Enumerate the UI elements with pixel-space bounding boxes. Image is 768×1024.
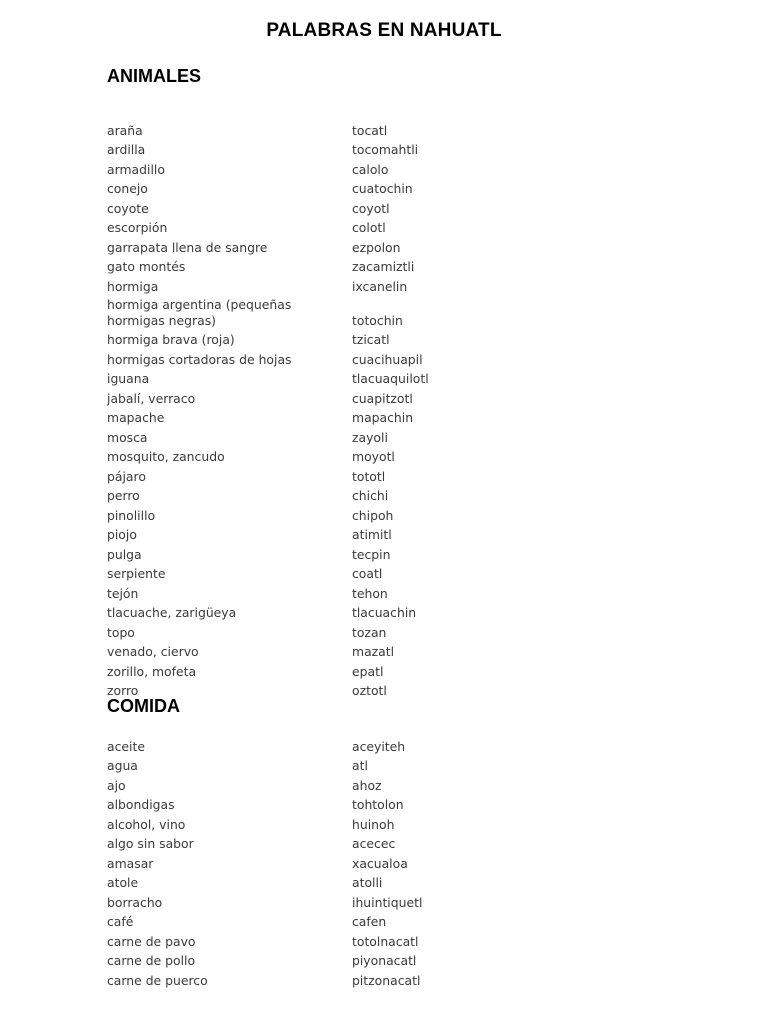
vocab-row bbox=[107, 737, 667, 757]
spanish-term: hormiga brava (roja) bbox=[107, 332, 235, 347]
spanish-term: pulga bbox=[107, 546, 142, 562]
vocabulary-list-comida bbox=[107, 737, 667, 991]
nahuatl-term: tocomahtli bbox=[352, 142, 419, 157]
nahuatl-term: huinoh bbox=[352, 816, 395, 832]
nahuatl-term: zacamiztli bbox=[352, 259, 415, 274]
spanish-term: hormiga argentina (pequeñas hormigas negras) bbox=[107, 296, 292, 328]
spanish-term: zorro bbox=[107, 683, 139, 698]
vocab-row bbox=[107, 565, 667, 585]
spanish-term: carne de pavo bbox=[107, 933, 196, 949]
nahuatl-term: atimitl bbox=[352, 527, 392, 542]
spanish-term: mapache bbox=[107, 410, 165, 425]
nahuatl-term: atl bbox=[352, 758, 368, 773]
nahuatl-term: ahoz bbox=[352, 777, 382, 793]
nahuatl-term: chichi bbox=[352, 488, 389, 503]
nahuatl-term: tozan bbox=[352, 624, 387, 640]
spanish-term: algo sin sabor bbox=[107, 836, 194, 851]
nahuatl-term: acecec bbox=[352, 836, 396, 851]
nahuatl-term: totochin bbox=[352, 312, 403, 328]
spanish-term: ajo bbox=[107, 777, 126, 793]
spanish-term: perro bbox=[107, 488, 140, 503]
spanish-term: mosquito, zancudo bbox=[107, 449, 225, 464]
page-title: PALABRAS EN NAHUATL bbox=[266, 20, 502, 41]
vocab-row bbox=[107, 141, 667, 161]
vocab-row bbox=[107, 199, 667, 219]
nahuatl-term: epatl bbox=[352, 663, 384, 679]
spanish-term: zorillo, mofeta bbox=[107, 663, 197, 679]
vocab-row bbox=[107, 776, 667, 796]
vocab-row bbox=[107, 971, 667, 991]
nahuatl-term: piyonacatl bbox=[352, 953, 417, 968]
vocabulary-list-animales bbox=[107, 121, 667, 701]
spanish-term: jabalí, verraco bbox=[107, 390, 196, 406]
spanish-term: aceite bbox=[107, 738, 145, 754]
vocab-row bbox=[107, 331, 667, 351]
spanish-term: borracho bbox=[107, 894, 163, 910]
nahuatl-term: coyotl bbox=[352, 200, 390, 216]
nahuatl-term: tecpin bbox=[352, 546, 391, 562]
vocab-row bbox=[107, 160, 667, 180]
spanish-term: venado, ciervo bbox=[107, 644, 199, 659]
nahuatl-term: xacualoa bbox=[352, 855, 408, 871]
nahuatl-term: tzicatl bbox=[352, 332, 390, 347]
vocab-row bbox=[107, 662, 667, 682]
nahuatl-term: tohtolon bbox=[352, 797, 404, 812]
nahuatl-term: tototl bbox=[352, 468, 386, 484]
nahuatl-term: mapachin bbox=[352, 410, 414, 425]
spanish-term: carne de puerco bbox=[107, 972, 208, 988]
nahuatl-term: cuapitzotl bbox=[352, 390, 413, 406]
vocab-row bbox=[107, 350, 667, 370]
spanish-term: piojo bbox=[107, 527, 137, 542]
nahuatl-term: coatl bbox=[352, 566, 383, 581]
nahuatl-term: totolnacatl bbox=[352, 933, 419, 949]
nahuatl-term: ihuintiquetl bbox=[352, 894, 423, 910]
spanish-term: araña bbox=[107, 122, 143, 138]
nahuatl-term: calolo bbox=[352, 161, 389, 177]
nahuatl-term: mazatl bbox=[352, 644, 395, 659]
vocab-row bbox=[107, 121, 667, 141]
spanish-term: albondigas bbox=[107, 797, 175, 812]
spanish-term: garrapata llena de sangre bbox=[107, 239, 268, 255]
vocab-row bbox=[107, 893, 667, 913]
vocab-row bbox=[107, 409, 667, 429]
vocab-row bbox=[107, 757, 667, 777]
spanish-term: gato montés bbox=[107, 259, 186, 274]
vocab-row bbox=[107, 604, 667, 624]
spanish-term: café bbox=[107, 914, 134, 929]
nahuatl-term: tlacuaquilotl bbox=[352, 371, 429, 386]
spanish-term: topo bbox=[107, 624, 135, 640]
nahuatl-term: pitzonacatl bbox=[352, 972, 421, 988]
vocab-row bbox=[107, 643, 667, 663]
nahuatl-term: aceyiteh bbox=[352, 738, 406, 754]
vocab-row bbox=[107, 682, 667, 702]
vocab-row bbox=[107, 487, 667, 507]
nahuatl-term: tehon bbox=[352, 585, 388, 601]
vocab-row bbox=[107, 623, 667, 643]
spanish-term: serpiente bbox=[107, 566, 166, 581]
vocab-row bbox=[107, 952, 667, 972]
vocab-row bbox=[107, 389, 667, 409]
vocab-row bbox=[107, 238, 667, 258]
spanish-term: agua bbox=[107, 758, 138, 773]
vocab-row bbox=[107, 584, 667, 604]
vocab-row bbox=[107, 815, 667, 835]
spanish-term: pájaro bbox=[107, 468, 146, 484]
spanish-term: hormigas cortadoras de hojas bbox=[107, 351, 292, 367]
vocab-row bbox=[107, 835, 667, 855]
vocab-row bbox=[107, 854, 667, 874]
vocab-row bbox=[107, 545, 667, 565]
vocab-row bbox=[107, 796, 667, 816]
vocab-row bbox=[107, 219, 667, 239]
nahuatl-term: atolli bbox=[352, 875, 383, 890]
vocab-row bbox=[107, 297, 667, 331]
section-heading-comida: COMIDA bbox=[107, 696, 180, 716]
nahuatl-term: tocatl bbox=[352, 122, 388, 138]
nahuatl-term: oztotl bbox=[352, 683, 387, 698]
vocab-row bbox=[107, 180, 667, 200]
vocab-row bbox=[107, 913, 667, 933]
section-heading-animales: ANIMALES bbox=[107, 66, 201, 86]
vocab-row bbox=[107, 370, 667, 390]
vocab-row bbox=[107, 277, 667, 297]
spanish-term: armadillo bbox=[107, 161, 165, 177]
spanish-term: ardilla bbox=[107, 142, 146, 157]
vocab-row bbox=[107, 874, 667, 894]
nahuatl-term: tlacuachin bbox=[352, 605, 417, 620]
nahuatl-term: zayoli bbox=[352, 429, 388, 445]
vocab-row bbox=[107, 932, 667, 952]
vocab-row bbox=[107, 526, 667, 546]
nahuatl-term: ezpolon bbox=[352, 239, 401, 255]
nahuatl-term: cuatochin bbox=[352, 181, 413, 196]
spanish-term: tejón bbox=[107, 585, 139, 601]
spanish-term: iguana bbox=[107, 371, 150, 386]
spanish-term: pinolillo bbox=[107, 507, 156, 523]
spanish-term: tlacuache, zarigüeya bbox=[107, 605, 237, 620]
vocab-row bbox=[107, 428, 667, 448]
vocab-row bbox=[107, 506, 667, 526]
vocab-row bbox=[107, 467, 667, 487]
spanish-term: atole bbox=[107, 875, 139, 890]
nahuatl-term: moyotl bbox=[352, 449, 395, 464]
spanish-term: alcohol, vino bbox=[107, 816, 186, 832]
spanish-term: coyote bbox=[107, 200, 149, 216]
spanish-term: mosca bbox=[107, 429, 148, 445]
spanish-term: hormiga bbox=[107, 278, 159, 294]
nahuatl-term: cuacihuapil bbox=[352, 351, 423, 367]
vocab-row bbox=[107, 258, 667, 278]
spanish-term: conejo bbox=[107, 181, 148, 196]
vocab-row bbox=[107, 448, 667, 468]
nahuatl-term: colotl bbox=[352, 220, 386, 235]
spanish-term: escorpión bbox=[107, 220, 168, 235]
nahuatl-term: chipoh bbox=[352, 507, 394, 523]
nahuatl-term: cafen bbox=[352, 914, 387, 929]
spanish-term: carne de pollo bbox=[107, 953, 196, 968]
spanish-term: amasar bbox=[107, 855, 154, 871]
nahuatl-term: ixcanelin bbox=[352, 278, 408, 294]
